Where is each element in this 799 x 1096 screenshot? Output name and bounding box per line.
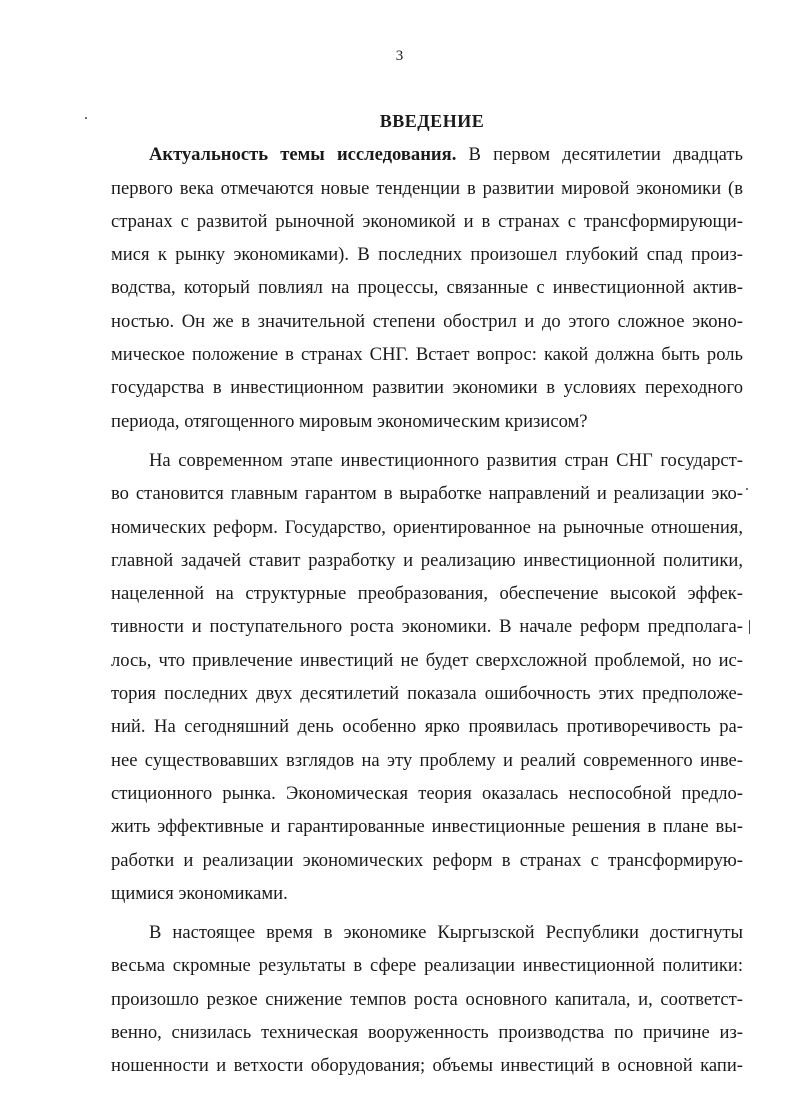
line-text: ностью. Он же в значительной степени обострил и до этого сложное эконо-: [111, 310, 743, 332]
text-line: [111, 371, 743, 404]
text-line: [111, 305, 743, 338]
line-text: странах с развитой рыночной экономикой и в странах с трансформирующи-: [111, 210, 743, 232]
line-text: произошло резкое снижение темпов роста основного капитала, и, соответст-: [111, 988, 743, 1010]
line-text: тория последних двух десятилетий показала ошибочность этих предположе-: [111, 683, 743, 705]
text-line: [111, 405, 743, 438]
line-text: тивности и поступательного роста экономики. В начале реформ предполага-: [111, 616, 743, 638]
line-text: номических реформ. Государство, ориентированное на рыночные отношения,: [111, 516, 743, 538]
scan-speck: [749, 620, 750, 634]
line-text: водства, который повлиял на процессы, связанные с инвестиционной актив-: [111, 277, 743, 299]
paragraph: [111, 138, 743, 438]
text-line: [111, 949, 743, 982]
text-line: [111, 744, 743, 777]
line-text: нацеленной на структурные преобразования, обеспечение высокой эффек-: [111, 583, 743, 605]
line-text: нее существовавших взглядов на эту проблему и реалий современного инве-: [111, 749, 743, 771]
line-text: стиционного рынка. Экономическая теория оказалась неспособной предло-: [111, 782, 743, 804]
text-line: [111, 983, 743, 1016]
text-line: [111, 238, 743, 271]
text-line: [111, 1049, 743, 1082]
text-line: [111, 844, 743, 877]
paragraphs-container: [111, 138, 743, 1082]
scan-speck: [746, 488, 748, 490]
text-line: [111, 710, 743, 743]
line-text: первого века отмечаются новые тенденции в развитии мировой экономики (в: [111, 177, 743, 199]
text-line: [111, 1016, 743, 1049]
line-text: работки и реализации экономических реформ в странах с трансформирую-: [111, 849, 743, 871]
text-line: [111, 172, 743, 205]
line-text: В первом десятилетии двадцать: [456, 144, 743, 166]
section-heading: ВВЕДЕНИЕ: [379, 111, 485, 131]
line-text: ношенности и ветхости оборудования; объемы инвестиций в основной капи-: [111, 1055, 743, 1077]
text-line: [111, 544, 743, 577]
scan-speck: [85, 117, 87, 119]
text-line: [111, 810, 743, 843]
text-line: [111, 677, 743, 710]
text-line: [111, 477, 743, 510]
text-line: [111, 338, 743, 371]
line-text: лось, что привлечение инвестиций не будет сверхсложной проблемой, но ис-: [111, 649, 743, 671]
text-line: [111, 205, 743, 238]
document-body: [111, 105, 743, 1083]
text-line: [111, 138, 743, 171]
text-line: [111, 271, 743, 304]
line-text: государства в инвестиционном развитии экономики в условиях переходного: [111, 377, 743, 399]
text-line: [111, 877, 743, 910]
line-text: В настоящее время в экономике Кыргызской Республики достигнуты: [149, 922, 743, 944]
text-line: [111, 577, 743, 610]
page-number: 3: [395, 48, 404, 64]
line-text: во становится главным гарантом в выработке направлений и реализации эко-: [111, 483, 743, 505]
text-line: [111, 777, 743, 810]
text-line: [111, 610, 743, 643]
paragraph: [111, 916, 743, 1082]
text-line: [111, 444, 743, 477]
text-line: [111, 916, 743, 949]
lead-phrase: Актуальность темы исследования.: [149, 144, 457, 166]
text-line: [111, 644, 743, 677]
line-text: ний. На сегодняшний день особенно ярко проявилась противоречивость ра-: [111, 716, 743, 738]
line-text: периода, отягощенного мировым экономическим кризисом?: [111, 410, 588, 432]
line-text: мися к рынку экономиками). В последних произошел глубокий спад произ-: [111, 244, 743, 266]
line-text: На современном этапе инвестиционного развития стран СНГ государст-: [149, 449, 743, 471]
line-text: весьма скромные результаты в сфере реализации инвестиционной политики:: [111, 955, 743, 977]
line-text: мическое положение в странах СНГ. Встает вопрос: какой должна быть роль: [111, 344, 743, 366]
line-text: венно, снизилась техническая вооруженность производства по причине из-: [111, 1022, 743, 1044]
line-text: главной задачей ставит разработку и реализацию инвестиционной политики,: [111, 549, 743, 571]
line-text: щимися экономиками.: [111, 882, 288, 904]
text-line: [111, 511, 743, 544]
line-text: жить эффективные и гарантированные инвестиционные решения в плане вы-: [111, 816, 743, 838]
paragraph: [111, 444, 743, 910]
